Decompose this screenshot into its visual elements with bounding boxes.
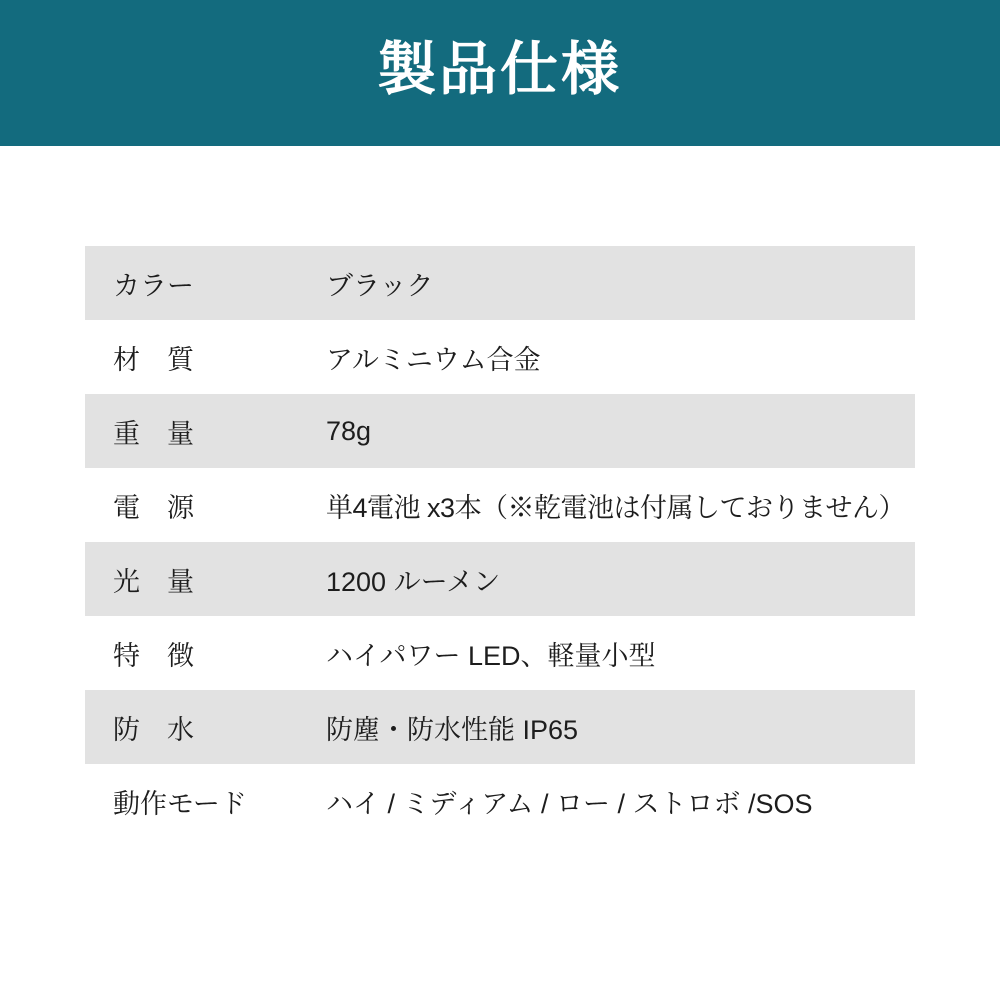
specification-table — [85, 246, 915, 838]
spec-label-text: 動作モード — [113, 788, 247, 819]
spec-label-text: 電 源 — [113, 492, 194, 523]
table-row — [85, 394, 915, 468]
spec-value-cell: 1200 ルーメン — [318, 542, 915, 616]
spec-label-cell — [85, 468, 318, 542]
spec-label-text: カラー — [113, 270, 194, 301]
spec-value-cell: ハイ / ミディアム / ロー / ストロボ /SOS — [318, 764, 915, 838]
table-row — [85, 246, 915, 320]
page-title: 製品仕様 — [377, 37, 622, 102]
spec-label-cell — [85, 394, 318, 468]
spec-value-cell: 単4電池 x3本（※乾電池は付属しておりません） — [318, 468, 915, 542]
spec-label-cell — [85, 246, 318, 320]
table-row — [85, 690, 915, 764]
spec-value-cell: ブラック — [318, 246, 915, 320]
table-row — [85, 320, 915, 394]
spec-label-text: 防 水 — [113, 714, 194, 745]
spec-label-cell — [85, 320, 318, 394]
spec-label-cell — [85, 764, 318, 838]
spec-table-container — [0, 146, 1000, 838]
page-header — [0, 0, 1000, 146]
spec-value-cell: アルミニウム合金 — [318, 320, 915, 394]
spec-value-cell: 78g — [318, 394, 915, 468]
spec-table-body — [85, 246, 915, 838]
spec-label-text: 光 量 — [113, 566, 194, 597]
spec-value-cell: 防塵・防水性能 IP65 — [318, 690, 915, 764]
table-row — [85, 764, 915, 838]
spec-label-text: 重 量 — [113, 418, 194, 449]
spec-label-cell — [85, 690, 318, 764]
spec-label-cell — [85, 616, 318, 690]
table-row — [85, 616, 915, 690]
spec-label-cell — [85, 542, 318, 616]
spec-label-text: 特 徴 — [113, 640, 194, 671]
table-row — [85, 542, 915, 616]
spec-value-cell: ハイパワー LED、軽量小型 — [318, 616, 915, 690]
spec-label-text: 材 質 — [113, 344, 194, 375]
table-row — [85, 468, 915, 542]
